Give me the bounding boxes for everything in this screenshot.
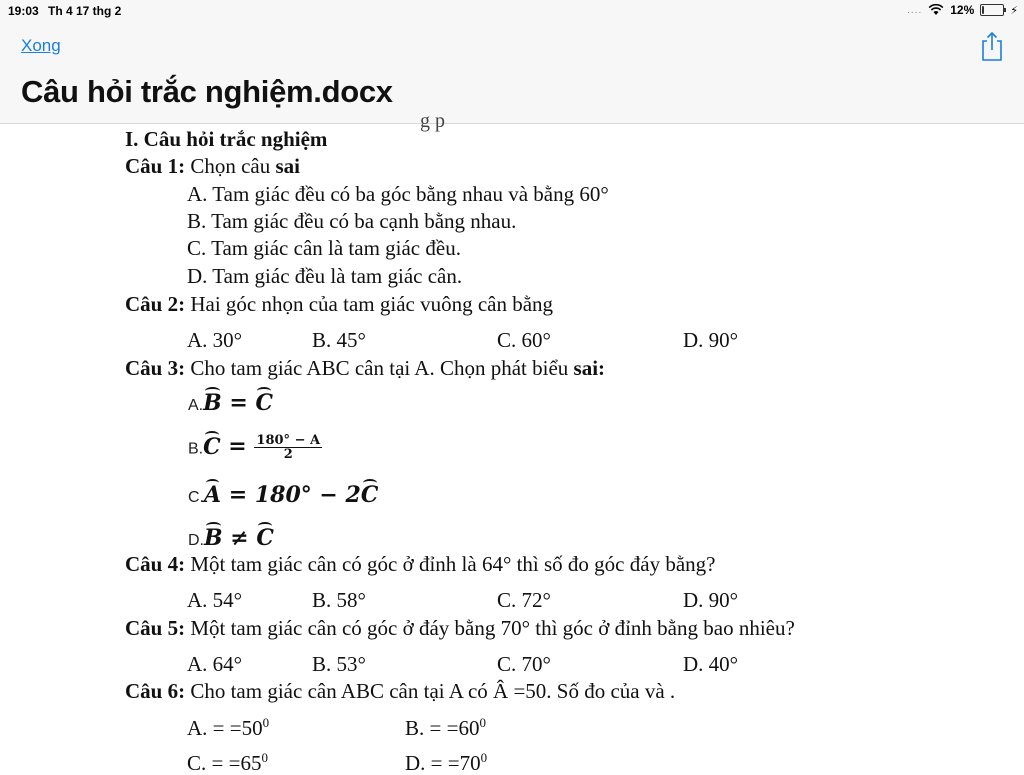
question-label: Câu 2: — [125, 292, 186, 316]
battery-level — [982, 6, 984, 14]
q1-option-a: A. Tam giác đều có ba góc bằng nhau và bằng 60° — [187, 182, 609, 206]
nav-header — [0, 22, 1024, 124]
q3-option-a — [188, 392, 273, 414]
question-3 — [125, 358, 605, 379]
question-1 — [125, 156, 300, 177]
angle-c: C — [203, 433, 221, 460]
q4-option-a: A. 54° — [187, 588, 243, 612]
question-text: Cho tam giác ABC cân tại A. Chọn phát biểu — [185, 356, 574, 380]
status-indicators — [907, 3, 1018, 17]
battery-percent: 12% — [950, 3, 975, 17]
question-2 — [125, 294, 553, 315]
q2-option-b: B. 45° — [312, 328, 366, 352]
option-text: A. = =50 — [187, 716, 263, 740]
question-5 — [125, 618, 795, 639]
option-label: B. — [188, 440, 204, 458]
angle-c: C — [255, 390, 274, 416]
question-text: Một tam giác cân có góc ở đáy bằng 70° thì góc ở đỉnh bằng bao nhiêu? — [185, 616, 795, 640]
question-4 — [125, 554, 715, 575]
option-superscript: 0 — [479, 715, 486, 730]
fraction-numerator: 180° − A — [256, 433, 321, 448]
question-6 — [125, 681, 675, 702]
bolt-icon: ⚡ — [1010, 4, 1018, 17]
cut-off-text: g p — [420, 110, 445, 132]
question-label: Câu 3: — [125, 356, 186, 380]
q6-option-d — [405, 751, 487, 774]
q1-option-b: B. Tam giác đều có ba cạnh bằng nhau. — [187, 209, 517, 233]
q6-option-b — [405, 716, 486, 739]
option-text: B. = =60 — [405, 716, 480, 740]
question-emphasis: sai: — [573, 356, 606, 380]
question-label: Câu 6: — [125, 679, 186, 703]
q3-option-d — [188, 527, 274, 549]
q5-option-d: D. 40° — [683, 652, 739, 676]
option-superscript: 0 — [261, 750, 268, 765]
question-label: Câu 5: — [125, 616, 186, 640]
angle-a: A — [204, 482, 222, 508]
option-label: A. — [188, 397, 204, 414]
signal-icon: .... — [907, 4, 923, 16]
question-emphasis: sai — [275, 154, 301, 178]
question-text: Cho tam giác cân ABC cân tại A có Â =50. Số đo của và . — [185, 679, 676, 703]
q6-option-c — [187, 751, 268, 774]
math-operator: ≠ — [222, 525, 257, 551]
option-superscript: 0 — [262, 715, 270, 730]
option-label: D. — [188, 532, 204, 549]
q1-option-c: C. Tam giác cân là tam giác đều. — [187, 236, 461, 260]
angle-c: C — [360, 482, 379, 508]
q5-option-b: B. 53° — [312, 652, 366, 676]
status-bar — [0, 0, 1024, 22]
option-superscript: 0 — [480, 750, 488, 765]
section-title: I. Câu hỏi trắc nghiệm — [125, 127, 328, 151]
q4-option-b: B. 58° — [312, 588, 366, 612]
option-text: C. = =65 — [187, 751, 262, 775]
q2-option-d: D. 90° — [683, 328, 739, 352]
q1-option-d: D. Tam giác đều là tam giác cân. — [187, 264, 463, 288]
math-operator: = — [220, 433, 255, 460]
status-date: Th 4 17 thg 2 — [48, 4, 122, 18]
question-label: Câu 4: — [125, 552, 186, 576]
math-operator: = — [221, 482, 255, 508]
q3-option-c — [188, 484, 378, 506]
q4-option-d: D. 90° — [683, 588, 739, 612]
question-text: Một tam giác cân có góc ở đỉnh là 64° thì số đo góc đáy bằng? — [185, 552, 716, 576]
share-icon[interactable] — [980, 30, 1004, 62]
status-time: 19:03 — [8, 4, 39, 18]
wifi-icon — [928, 4, 944, 16]
question-text: Hai góc nhọn của tam giác vuông cân bằng — [185, 292, 554, 316]
math-operator: = — [221, 390, 256, 416]
q6-option-a — [187, 716, 269, 739]
q2-option-c: C. 60° — [497, 328, 551, 352]
angle-b: B — [204, 525, 223, 551]
document-viewer[interactable] — [0, 110, 1024, 775]
option-text: D. = =70 — [405, 751, 481, 775]
fraction-denominator: 2 — [283, 447, 293, 462]
option-label: C. — [188, 489, 204, 506]
q3-option-b — [188, 434, 322, 461]
q4-option-c: C. 72° — [497, 588, 551, 612]
done-button[interactable]: Xong — [21, 36, 61, 55]
q5-option-a: A. 64° — [187, 652, 243, 676]
battery-icon — [980, 4, 1004, 16]
question-text: Chọn câu — [185, 154, 276, 178]
q2-option-a: A. 30° — [187, 328, 243, 352]
math-expression: 180° − 2 — [254, 482, 361, 508]
q5-option-c: C. 70° — [497, 652, 551, 676]
fraction — [254, 434, 322, 461]
document-title: Câu hỏi trắc nghiệm.docx — [21, 74, 393, 109]
question-label: Câu 1: — [125, 154, 186, 178]
angle-c: C — [256, 525, 274, 551]
angle-b: B — [203, 390, 222, 416]
